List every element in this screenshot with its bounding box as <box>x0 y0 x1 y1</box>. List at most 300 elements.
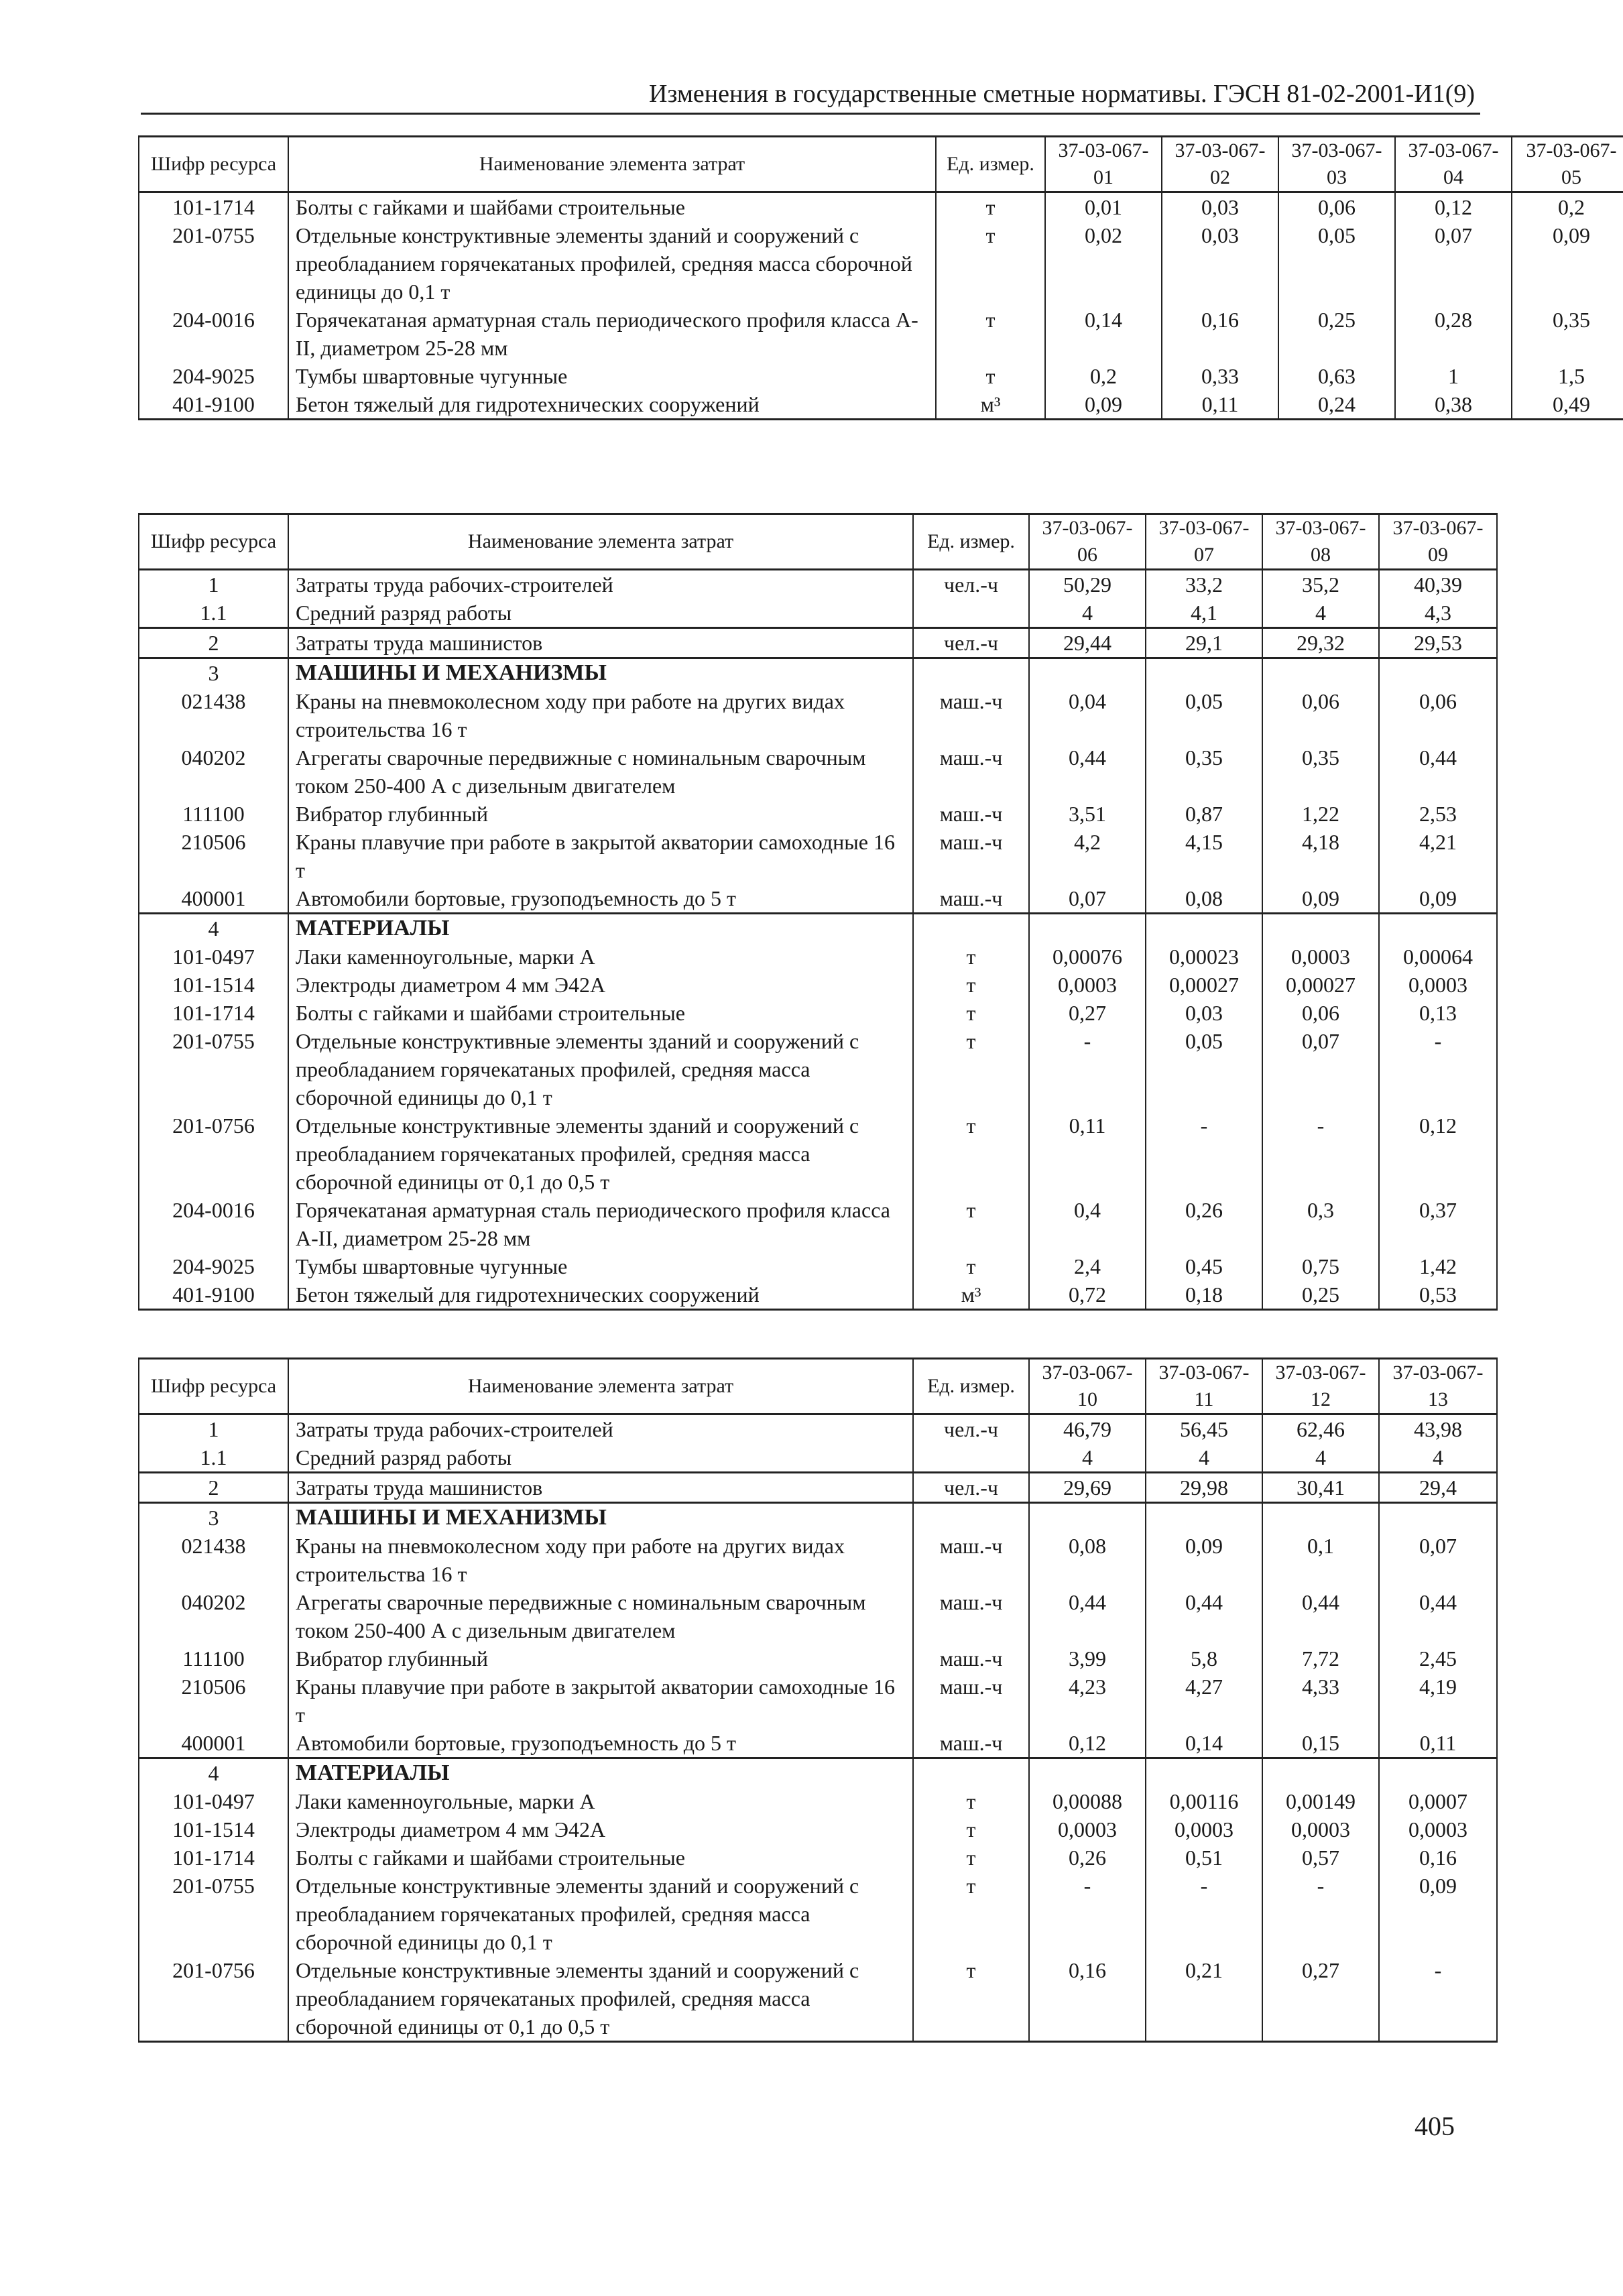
norm-value-cell: 0,0003 <box>1379 1815 1497 1844</box>
norm-value-cell: 0,03 <box>1146 999 1262 1027</box>
table-row <box>139 1532 1497 1588</box>
norm-value-cell: 46,79 <box>1029 1414 1146 1444</box>
norm-value-cell: 0,37 <box>1379 1196 1497 1252</box>
resource-code-cell: 400001 <box>139 1729 288 1758</box>
norm-value-cell: 0,11 <box>1029 1111 1146 1196</box>
table-row <box>139 221 1623 306</box>
resource-name-cell: МАТЕРИАЛЫ <box>288 914 913 943</box>
table-row <box>139 1443 1497 1473</box>
norm-value-cell <box>1146 1758 1262 1788</box>
resource-name-cell: Краны на пневмоколесном ходу при работе на других видах строительства 16 т <box>288 1532 913 1588</box>
norm-value-cell: 0,13 <box>1379 999 1497 1027</box>
norm-value-cell: 0,35 <box>1512 306 1623 362</box>
resource-code-cell: 021438 <box>139 687 288 743</box>
norm-value-cell: 1,22 <box>1262 800 1379 828</box>
unit-cell: чел.-ч <box>913 1414 1029 1444</box>
norm-value-cell: 0,0003 <box>1379 971 1497 999</box>
unit-cell: чел.-ч <box>913 628 1029 658</box>
column-header-unit: Ед. измер. <box>936 137 1045 192</box>
norm-value-cell: 0,3 <box>1262 1196 1379 1252</box>
norm-value-cell: 0,57 <box>1262 1844 1379 1872</box>
unit-cell: т <box>913 943 1029 971</box>
column-header-norm: 37-03-067-04 <box>1395 137 1512 192</box>
resource-code-cell: 101-1714 <box>139 192 288 222</box>
norm-value-cell: 33,2 <box>1146 570 1262 599</box>
norm-value-cell: 0,12 <box>1395 192 1512 222</box>
norm-value-cell <box>1379 914 1497 943</box>
norm-value-cell: 4,19 <box>1379 1673 1497 1729</box>
table-row <box>139 687 1497 743</box>
resource-code-cell: 040202 <box>139 743 288 800</box>
norm-value-cell: 0,00116 <box>1146 1787 1262 1815</box>
norm-value-cell: 4 <box>1146 1443 1262 1473</box>
column-header-name: Наименование элемента затрат <box>288 1359 913 1414</box>
unit-cell <box>913 658 1029 688</box>
norm-value-cell: 5,8 <box>1146 1644 1262 1673</box>
column-header-norm: 37-03-067-02 <box>1162 137 1278 192</box>
norm-value-cell: 0,04 <box>1029 687 1146 743</box>
norm-value-cell <box>1146 658 1262 688</box>
norm-value-cell: 4 <box>1029 1443 1146 1473</box>
norm-value-cell: 0,09 <box>1262 884 1379 914</box>
norm-value-cell: 0,11 <box>1162 390 1278 420</box>
resource-name-cell: Лаки каменноугольные, марки А <box>288 1787 913 1815</box>
table-row <box>139 1252 1497 1280</box>
norm-value-cell: 0,00149 <box>1262 1787 1379 1815</box>
norm-value-cell: 0,12 <box>1029 1729 1146 1758</box>
table-row <box>139 1027 1497 1111</box>
norm-value-cell <box>1029 1758 1146 1788</box>
norm-value-cell: 0,02 <box>1045 221 1162 306</box>
unit-cell: чел.-ч <box>913 570 1029 599</box>
norm-value-cell: 0,09 <box>1512 221 1623 306</box>
unit-cell: т <box>913 1844 1029 1872</box>
norm-value-cell: 0,1 <box>1262 1532 1379 1588</box>
resource-name-cell: Затраты труда машинистов <box>288 628 913 658</box>
resource-code-cell: 4 <box>139 914 288 943</box>
table-row <box>139 1473 1497 1503</box>
norm-value-cell: 4 <box>1262 1443 1379 1473</box>
resource-code-cell: 101-1514 <box>139 1815 288 1844</box>
norm-value-cell: 0,63 <box>1278 362 1395 390</box>
norm-value-cell: 0,00023 <box>1146 943 1262 971</box>
resource-code-cell: 2 <box>139 1473 288 1503</box>
norm-value-cell: 7,72 <box>1262 1644 1379 1673</box>
table-row <box>139 1956 1497 2042</box>
table-row <box>139 1787 1497 1815</box>
norm-value-cell: 3,51 <box>1029 800 1146 828</box>
resource-name-cell: Вибратор глубинный <box>288 800 913 828</box>
resource-name-cell: Автомобили бортовые, грузоподъемность до 5 т <box>288 1729 913 1758</box>
column-header-norm: 37-03-067-10 <box>1029 1359 1146 1414</box>
table-row <box>139 1872 1497 1956</box>
unit-cell: маш.-ч <box>913 1588 1029 1644</box>
norm-value-cell: 4,1 <box>1146 599 1262 628</box>
table-header-row <box>139 514 1497 570</box>
unit-cell: маш.-ч <box>913 1673 1029 1729</box>
unit-cell: т <box>913 1872 1029 1956</box>
column-header-norm: 37-03-067-11 <box>1146 1359 1262 1414</box>
resource-code-cell: 401-9100 <box>139 1280 288 1310</box>
norm-value-cell: 62,46 <box>1262 1414 1379 1444</box>
document-header-title: Изменения в государственные сметные нормативы. ГЭСН 81-02-2001-И1(9) <box>648 80 1475 108</box>
resource-name-cell: Болты с гайками и шайбами строительные <box>288 1844 913 1872</box>
norm-value-cell: 0,05 <box>1278 221 1395 306</box>
column-header-code: Шифр ресурса <box>139 514 288 570</box>
resource-name-cell: МАТЕРИАЛЫ <box>288 1758 913 1788</box>
norm-value-cell: 0,07 <box>1379 1532 1497 1588</box>
norm-value-cell: 43,98 <box>1379 1414 1497 1444</box>
norm-value-cell: 0,45 <box>1146 1252 1262 1280</box>
unit-cell: маш.-ч <box>913 1729 1029 1758</box>
table-row <box>139 599 1497 628</box>
table-row <box>139 1111 1497 1196</box>
norm-value-cell: 0,2 <box>1512 192 1623 222</box>
resource-code-cell: 3 <box>139 1503 288 1532</box>
norm-value-cell: 0,44 <box>1379 1588 1497 1644</box>
unit-cell: маш.-ч <box>913 884 1029 914</box>
table-row <box>139 1815 1497 1844</box>
norm-value-cell <box>1262 914 1379 943</box>
resource-name-cell: Отдельные конструктивные элементы зданий и сооружений с преобладанием горячекатаных профилей, средняя масса сборочной единицы до 0,1 т <box>288 221 936 306</box>
resource-name-cell: Средний разряд работы <box>288 599 913 628</box>
norm-value-cell: 0,03 <box>1162 221 1278 306</box>
table-row <box>139 1503 1497 1532</box>
norm-value-cell: 0,24 <box>1278 390 1395 420</box>
norm-value-cell: 0,0003 <box>1029 971 1146 999</box>
table-row <box>139 570 1497 599</box>
norm-value-cell: 0,05 <box>1146 687 1262 743</box>
norm-value-cell: 56,45 <box>1146 1414 1262 1444</box>
norm-value-cell: 0,09 <box>1045 390 1162 420</box>
unit-cell <box>913 1443 1029 1473</box>
table-row <box>139 1414 1497 1444</box>
table-row <box>139 390 1623 420</box>
unit-cell <box>913 599 1029 628</box>
resource-name-cell: Бетон тяжелый для гидротехнических сооружений <box>288 1280 913 1310</box>
norm-value-cell: 0,16 <box>1162 306 1278 362</box>
unit-cell: м³ <box>936 390 1045 420</box>
norm-value-cell: 0,53 <box>1379 1280 1497 1310</box>
resource-code-cell: 101-1514 <box>139 971 288 999</box>
norm-value-cell: 0,35 <box>1262 743 1379 800</box>
resource-name-cell: Автомобили бортовые, грузоподъемность до 5 т <box>288 884 913 914</box>
column-header-norm: 37-03-067-13 <box>1379 1359 1497 1414</box>
table-row <box>139 828 1497 884</box>
norm-value-cell <box>1379 658 1497 688</box>
resource-code-cell: 040202 <box>139 1588 288 1644</box>
unit-cell <box>913 1503 1029 1532</box>
table-row <box>139 971 1497 999</box>
unit-cell: маш.-ч <box>913 1644 1029 1673</box>
resource-code-cell: 1.1 <box>139 1443 288 1473</box>
table-row <box>139 1844 1497 1872</box>
norm-value-cell: - <box>1379 1956 1497 2042</box>
resource-table-2 <box>138 513 1496 1311</box>
norm-value-cell: 0,44 <box>1029 743 1146 800</box>
table-row <box>139 914 1497 943</box>
norm-value-cell: 0,16 <box>1029 1956 1146 2042</box>
norm-value-cell: 0,28 <box>1395 306 1512 362</box>
norm-value-cell: 0,07 <box>1395 221 1512 306</box>
norm-value-cell: 0,08 <box>1146 884 1262 914</box>
norm-value-cell: 0,18 <box>1146 1280 1262 1310</box>
table-row <box>139 1196 1497 1252</box>
norm-value-cell: 2,53 <box>1379 800 1497 828</box>
resource-name-cell: Болты с гайками и шайбами строительные <box>288 192 936 222</box>
table-row <box>139 628 1497 658</box>
norm-value-cell: 0,0003 <box>1029 1815 1146 1844</box>
norm-value-cell: - <box>1029 1027 1146 1111</box>
norm-value-cell: 0,00027 <box>1262 971 1379 999</box>
column-header-norm: 37-03-067-07 <box>1146 514 1262 570</box>
norm-value-cell: 4,27 <box>1146 1673 1262 1729</box>
resource-code-cell: 401-9100 <box>139 390 288 420</box>
resource-code-cell: 201-0755 <box>139 221 288 306</box>
norm-value-cell: 0,75 <box>1262 1252 1379 1280</box>
norm-value-cell: 0,14 <box>1045 306 1162 362</box>
resource-code-cell: 101-0497 <box>139 1787 288 1815</box>
norm-value-cell <box>1029 914 1146 943</box>
column-header-norm: 37-03-067-03 <box>1278 137 1395 192</box>
norm-value-cell: 40,39 <box>1379 570 1497 599</box>
resource-name-cell: Тумбы швартовные чугунные <box>288 1252 913 1280</box>
norm-value-cell: - <box>1262 1872 1379 1956</box>
unit-cell <box>913 914 1029 943</box>
norm-value-cell: 4 <box>1262 599 1379 628</box>
norm-value-cell <box>1262 1758 1379 1788</box>
table-row <box>139 306 1623 362</box>
column-header-unit: Ед. измер. <box>913 1359 1029 1414</box>
norm-value-cell: 0,44 <box>1029 1588 1146 1644</box>
column-header-norm: 37-03-067-08 <box>1262 514 1379 570</box>
table-row <box>139 1644 1497 1673</box>
unit-cell: маш.-ч <box>913 800 1029 828</box>
norm-value-cell: 0,0003 <box>1262 943 1379 971</box>
norm-value-cell: 4,15 <box>1146 828 1262 884</box>
resource-code-cell: 111100 <box>139 1644 288 1673</box>
column-header-code: Шифр ресурса <box>139 137 288 192</box>
resource-code-cell: 210506 <box>139 828 288 884</box>
norm-value-cell: - <box>1146 1111 1262 1196</box>
norm-value-cell: 4,33 <box>1262 1673 1379 1729</box>
norm-value-cell: 0,06 <box>1262 687 1379 743</box>
norm-value-cell: 0,09 <box>1379 1872 1497 1956</box>
norm-value-cell: 0,2 <box>1045 362 1162 390</box>
resource-code-cell: 210506 <box>139 1673 288 1729</box>
resource-name-cell: МАШИНЫ И МЕХАНИЗМЫ <box>288 658 913 688</box>
resource-code-cell: 101-0497 <box>139 943 288 971</box>
norm-value-cell: - <box>1379 1027 1497 1111</box>
norm-value-cell: - <box>1146 1872 1262 1956</box>
norm-value-cell: 0,06 <box>1379 687 1497 743</box>
norm-value-cell: 35,2 <box>1262 570 1379 599</box>
resource-name-cell: Горячекатаная арматурная сталь периодического профиля класса А-II, диаметром 25-28 мм <box>288 306 936 362</box>
unit-cell: т <box>913 999 1029 1027</box>
unit-cell: т <box>936 306 1045 362</box>
norm-value-cell: 0,87 <box>1146 800 1262 828</box>
resource-name-cell: Электроды диаметром 4 мм Э42А <box>288 971 913 999</box>
resource-name-cell: Агрегаты сварочные передвижные с номинальным сварочным током 250-400 А с дизельным двигателем <box>288 743 913 800</box>
resource-code-cell: 201-0756 <box>139 1111 288 1196</box>
unit-cell: т <box>913 1956 1029 2042</box>
norm-value-cell: - <box>1029 1872 1146 1956</box>
norm-value-cell: 4,23 <box>1029 1673 1146 1729</box>
resource-code-cell: 1.1 <box>139 599 288 628</box>
norm-value-cell: 0,0003 <box>1146 1815 1262 1844</box>
norm-value-cell: 0,0003 <box>1262 1815 1379 1844</box>
table-row <box>139 800 1497 828</box>
resource-code-cell: 1 <box>139 570 288 599</box>
norm-value-cell: 30,41 <box>1262 1473 1379 1503</box>
unit-cell: т <box>913 1815 1029 1844</box>
resource-code-cell: 021438 <box>139 1532 288 1588</box>
norm-value-cell: 4 <box>1029 599 1146 628</box>
norm-value-cell: 29,44 <box>1029 628 1146 658</box>
norm-value-cell: 0,00088 <box>1029 1787 1146 1815</box>
table-row <box>139 743 1497 800</box>
column-header-code: Шифр ресурса <box>139 1359 288 1414</box>
norm-value-cell: 0,44 <box>1379 743 1497 800</box>
column-header-name: Наименование элемента затрат <box>288 137 936 192</box>
resource-name-cell: Краны плавучие при работе в закрытой акватории самоходные 16 т <box>288 828 913 884</box>
norm-value-cell: 3,99 <box>1029 1644 1146 1673</box>
resource-code-cell: 111100 <box>139 800 288 828</box>
norm-value-cell: 2,4 <box>1029 1252 1146 1280</box>
norm-value-cell: 0,00027 <box>1146 971 1262 999</box>
table-row <box>139 999 1497 1027</box>
norm-value-cell <box>1379 1503 1497 1532</box>
norm-value-cell: 0,33 <box>1162 362 1278 390</box>
column-header-name: Наименование элемента затрат <box>288 514 913 570</box>
resource-name-cell: Болты с гайками и шайбами строительные <box>288 999 913 1027</box>
norm-value-cell: 0,16 <box>1379 1844 1497 1872</box>
norm-value-cell: 0,14 <box>1146 1729 1262 1758</box>
page-number: 405 <box>1415 2111 1455 2141</box>
norm-value-cell: 50,29 <box>1029 570 1146 599</box>
norm-value-cell <box>1146 914 1262 943</box>
norm-value-cell: 0,27 <box>1262 1956 1379 2042</box>
unit-cell: чел.-ч <box>913 1473 1029 1503</box>
norm-value-cell: 0,0007 <box>1379 1787 1497 1815</box>
unit-cell: маш.-ч <box>913 743 1029 800</box>
norm-value-cell: 29,1 <box>1146 628 1262 658</box>
table-row <box>139 943 1497 971</box>
table-header-row <box>139 137 1623 192</box>
table-row <box>139 884 1497 914</box>
document-header <box>141 72 1480 115</box>
resource-code-cell: 201-0756 <box>139 1956 288 2042</box>
unit-cell: маш.-ч <box>913 687 1029 743</box>
resource-name-cell: Горячекатаная арматурная сталь периодического профиля класса А-II, диаметром 25-28 мм <box>288 1196 913 1252</box>
unit-cell <box>913 1758 1029 1788</box>
table-row <box>139 658 1497 688</box>
unit-cell: т <box>913 1027 1029 1111</box>
norm-value-cell <box>1146 1503 1262 1532</box>
norm-value-cell: 0,26 <box>1146 1196 1262 1252</box>
norm-value-cell: 0,03 <box>1162 192 1278 222</box>
norm-value-cell: 4,3 <box>1379 599 1497 628</box>
column-header-norm: 37-03-067-06 <box>1029 514 1146 570</box>
norm-value-cell <box>1262 1503 1379 1532</box>
norm-value-cell <box>1379 1758 1497 1788</box>
resource-name-cell: Затраты труда рабочих-строителей <box>288 570 913 599</box>
resource-name-cell: Вибратор глубинный <box>288 1644 913 1673</box>
norm-value-cell: 0,00064 <box>1379 943 1497 971</box>
norm-value-cell: 4 <box>1379 1443 1497 1473</box>
column-header-norm: 37-03-067-09 <box>1379 514 1497 570</box>
resource-name-cell: Отдельные конструктивные элементы зданий и сооружений с преобладанием горячекатаных профилей, средняя масса сборочной единицы от 0,1 до 0,5 т <box>288 1956 913 2042</box>
norm-value-cell: 0,05 <box>1146 1027 1262 1111</box>
norm-value-cell: 0,09 <box>1379 884 1497 914</box>
norm-value-cell: 1,42 <box>1379 1252 1497 1280</box>
norm-value-cell: 0,11 <box>1379 1729 1497 1758</box>
column-header-norm: 37-03-067-01 <box>1045 137 1162 192</box>
norm-value-cell <box>1029 658 1146 688</box>
unit-cell: м³ <box>913 1280 1029 1310</box>
resource-name-cell: Затраты труда рабочих-строителей <box>288 1414 913 1444</box>
norm-value-cell: 29,4 <box>1379 1473 1497 1503</box>
resource-code-cell: 204-0016 <box>139 306 288 362</box>
norm-value-cell: 0,51 <box>1146 1844 1262 1872</box>
norm-value-cell: 0,72 <box>1029 1280 1146 1310</box>
unit-cell: т <box>913 1787 1029 1815</box>
column-header-norm: 37-03-067-05 <box>1512 137 1623 192</box>
norm-value-cell: 0,07 <box>1029 884 1146 914</box>
norm-value-cell: 0,25 <box>1278 306 1395 362</box>
resource-name-cell: Агрегаты сварочные передвижные с номинальным сварочным током 250-400 А с дизельным двигателем <box>288 1588 913 1644</box>
resource-name-cell: МАШИНЫ И МЕХАНИЗМЫ <box>288 1503 913 1532</box>
norm-value-cell: 0,01 <box>1045 192 1162 222</box>
norm-value-cell: 0,4 <box>1029 1196 1146 1252</box>
resource-name-cell: Отдельные конструктивные элементы зданий и сооружений с преобладанием горячекатаных профилей, средняя масса сборочной единицы до 0,1 т <box>288 1872 913 1956</box>
norm-value-cell: 4,18 <box>1262 828 1379 884</box>
column-header-unit: Ед. измер. <box>913 514 1029 570</box>
resource-name-cell: Бетон тяжелый для гидротехнических сооружений <box>288 390 936 420</box>
table-header-row <box>139 1359 1497 1414</box>
norm-value-cell <box>1029 1503 1146 1532</box>
table-row <box>139 192 1623 222</box>
norm-value-cell: 1 <box>1395 362 1512 390</box>
resource-code-cell: 201-0755 <box>139 1872 288 1956</box>
norm-value-cell <box>1262 658 1379 688</box>
norm-value-cell: 0,44 <box>1146 1588 1262 1644</box>
unit-cell: маш.-ч <box>913 828 1029 884</box>
column-header-norm: 37-03-067-12 <box>1262 1359 1379 1414</box>
norm-value-cell: 0,26 <box>1029 1844 1146 1872</box>
norm-value-cell: 0,35 <box>1146 743 1262 800</box>
resource-table-3 <box>138 1357 1496 2043</box>
norm-value-cell: 0,12 <box>1379 1111 1497 1196</box>
resource-name-cell: Лаки каменноугольные, марки А <box>288 943 913 971</box>
norm-value-cell: 29,69 <box>1029 1473 1146 1503</box>
resource-code-cell: 204-9025 <box>139 1252 288 1280</box>
resource-name-cell: Электроды диаметром 4 мм Э42А <box>288 1815 913 1844</box>
norm-value-cell: 0,49 <box>1512 390 1623 420</box>
unit-cell: т <box>913 1111 1029 1196</box>
norm-value-cell: 0,06 <box>1278 192 1395 222</box>
table-row <box>139 1673 1497 1729</box>
resource-name-cell: Краны на пневмоколесном ходу при работе на других видах строительства 16 т <box>288 687 913 743</box>
resource-code-cell: 2 <box>139 628 288 658</box>
norm-value-cell: 0,06 <box>1262 999 1379 1027</box>
resource-code-cell: 201-0755 <box>139 1027 288 1111</box>
norm-value-cell: 29,32 <box>1262 628 1379 658</box>
resource-name-cell: Тумбы швартовные чугунные <box>288 362 936 390</box>
norm-value-cell: 4,21 <box>1379 828 1497 884</box>
resource-code-cell: 101-1714 <box>139 999 288 1027</box>
table-row <box>139 1280 1497 1310</box>
